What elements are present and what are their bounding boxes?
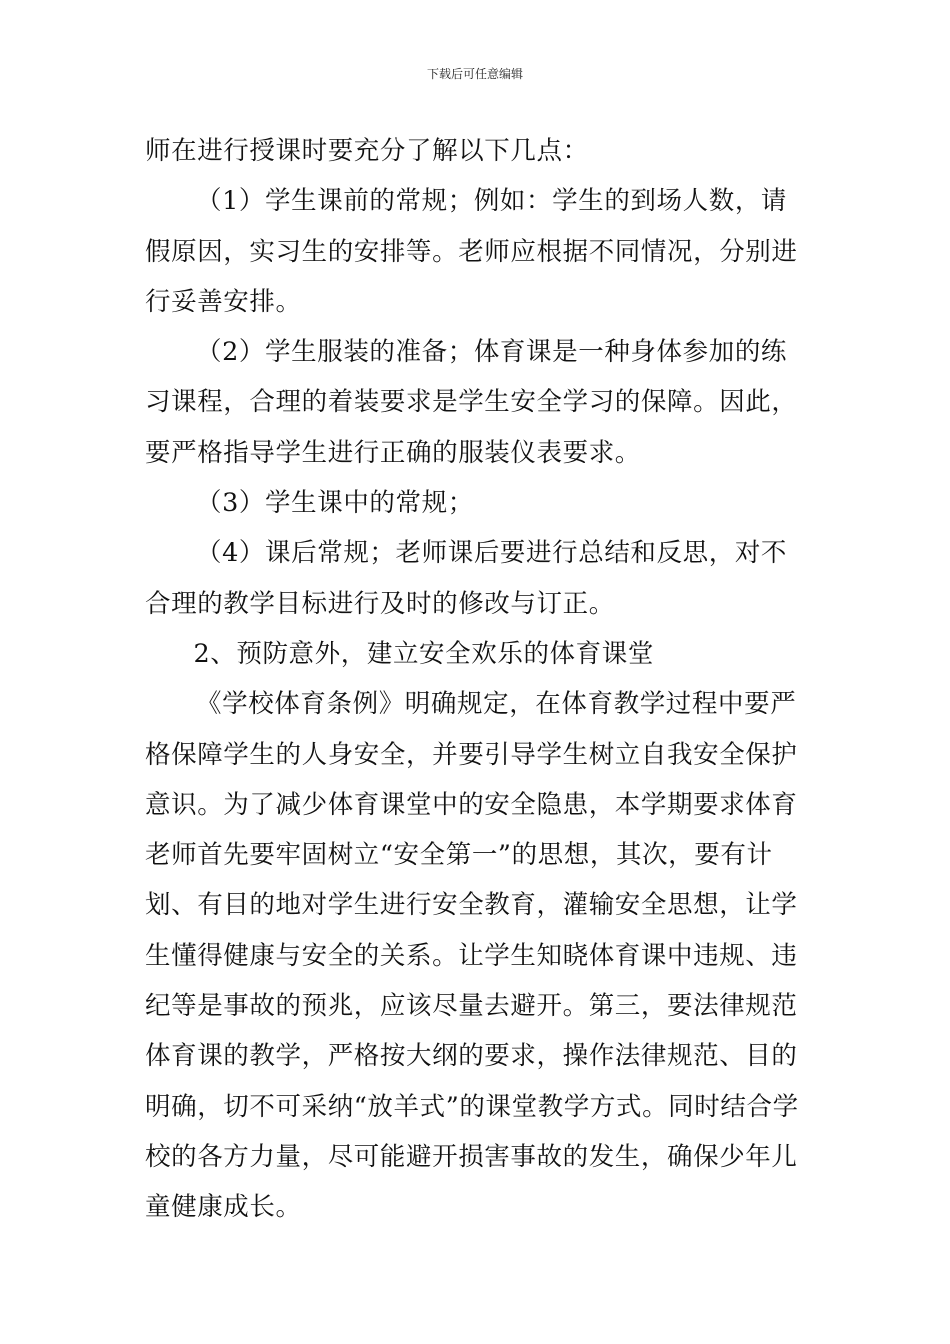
paragraph-item-2: （2）学生服装的准备；体育课是一种身体参加的练习课程，合理的着装要求是学生安全学习的保障。因此，要严格指导学生进行正确的服装仪表要求。 — [145, 337, 798, 468]
paragraph-regulation: 《学校体育条例》明确规定，在体育教学过程中要严格保障学生的人身安全，并要引导学生树立自我安全保护意识。为了减少体育课堂中的安全隐患，本学期要求体育老师首先要牢固树立“安全第一”的思想，其次，要有计划、有目的地对学生进行安全教育，灌输安全思想，让学生懂得健康与安全的关系。让学生知晓体育课中违规、违纪等是事故的预兆，应该尽量去避开。第三，要法律规范体育课的教学，严格按大纲的要求，操作法律规范、目的明确，切不可采纳“放羊式”的课堂教学方式。同时结合学校的各方力量，尽可能避开损害事故的发生，确保少年儿童健康成长。 — [145, 689, 799, 1223]
section-heading-2: 2、预防意外，建立安全欢乐的体育课堂 — [193, 638, 654, 669]
page-header-note: 下载后可任意编辑 — [426, 67, 523, 81]
paragraph-intro-continuation: 师在进行授课时要充分了解以下几点： — [145, 136, 589, 166]
paragraph-item-1: （1）学生课前的常规；例如：学生的到场人数，请假原因，实习生的安排等。老师应根据不同情况，分别进行妥善安排。 — [145, 186, 798, 317]
paragraph-item-4: （4）课后常规；老师课后要进行总结和反思，对不合理的教学目标进行及时的修改与订正。 — [145, 538, 788, 619]
document-body — [145, 126, 807, 1233]
paragraph-item-3: （3）学生课中的常规； — [196, 488, 474, 519]
